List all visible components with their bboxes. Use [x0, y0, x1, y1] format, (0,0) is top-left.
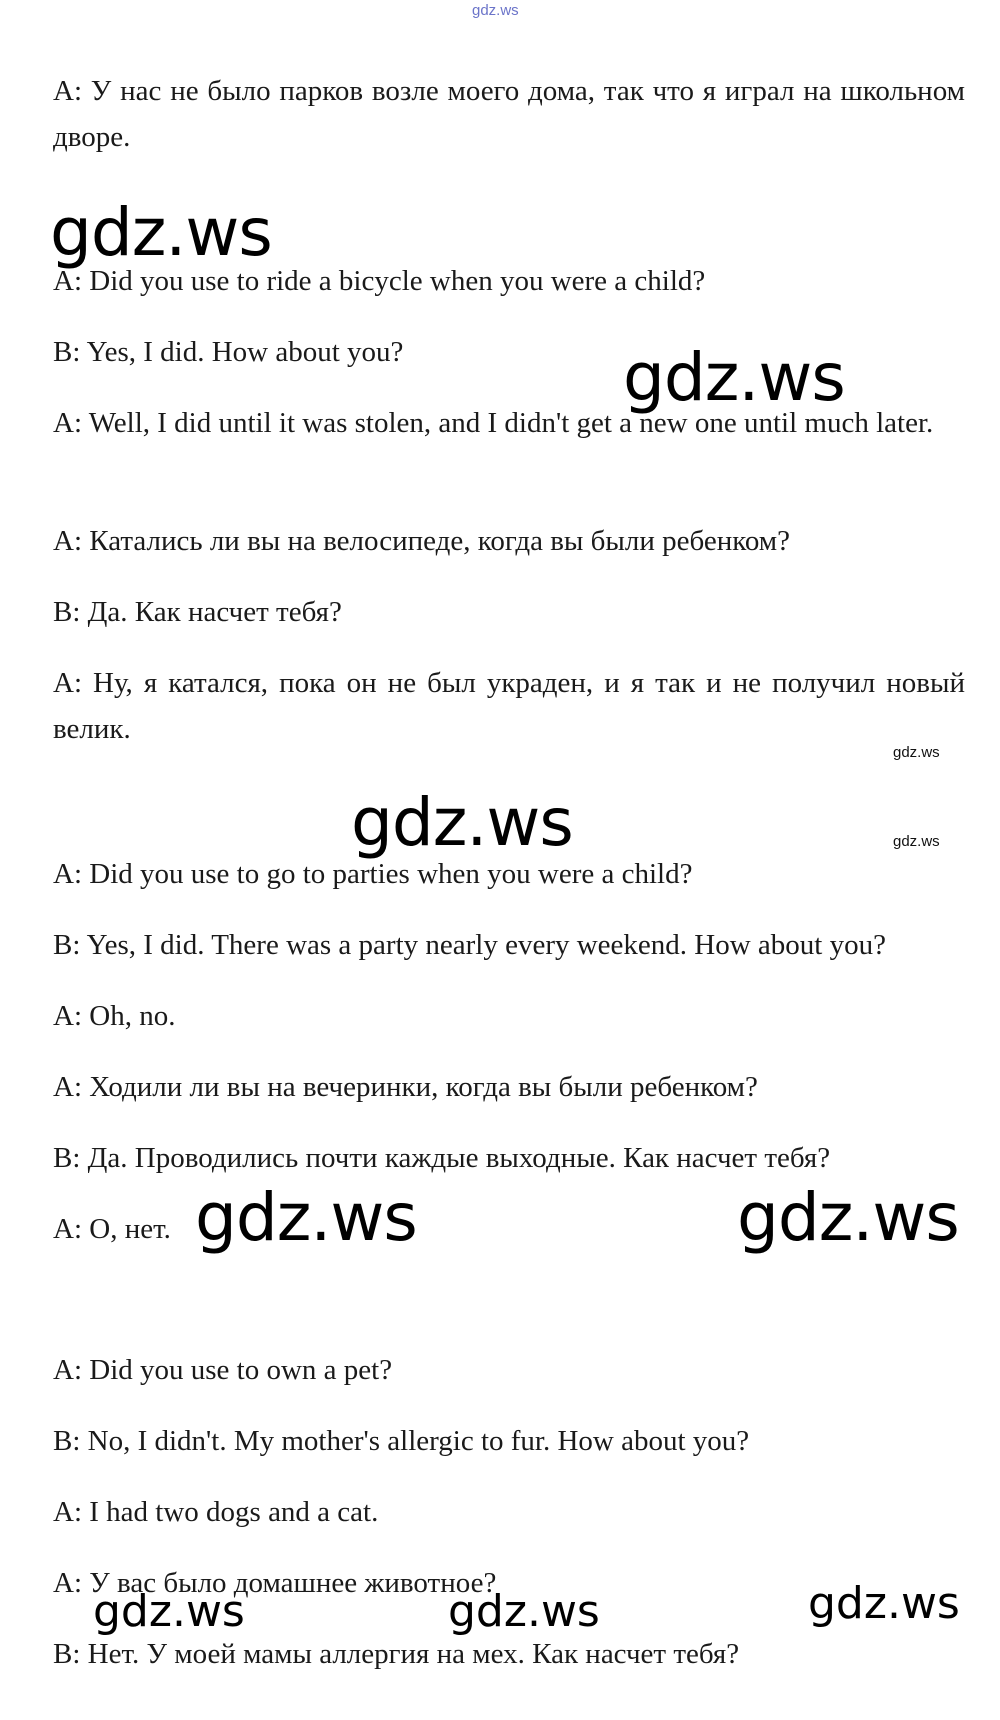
dialogue-line: B: No, I didn't. My mother's allergic to fur. How about you? [53, 1425, 750, 1457]
dialogue-line: В: Нет. У моей мамы аллергия на мех. Как насчет тебя? [53, 1638, 740, 1670]
watermark-small: gdz.ws [893, 744, 940, 761]
watermark-medium: gdz.ws [448, 1586, 600, 1637]
watermark-small: gdz.ws [893, 833, 940, 850]
dialogue-line: А: У вас было домашнее животное? [53, 1567, 497, 1599]
dialogue-line: А: Ну, я катался, пока он не был украден, и я так и не получил новый велик. [53, 667, 965, 745]
dialogue-line: В: Да. Как насчет тебя? [53, 596, 342, 628]
watermark-top: gdz.ws [472, 2, 519, 19]
dialogue-line: A: Well, I did until it was stolen, and I didn't get a new one until much later. [53, 407, 934, 439]
dialogue-line: A: Oh, no. [53, 1000, 176, 1032]
dialogue-line: A: Did you use to go to parties when you were a child? [53, 858, 693, 890]
dialogue-line: В: Да. Проводились почти каждые выходные. Как насчет тебя? [53, 1142, 831, 1174]
dialogue-line: А: Ходили ли вы на вечеринки, когда вы были ребенком? [53, 1071, 758, 1103]
dialogue-line: A: Did you use to own a pet? [53, 1354, 393, 1386]
watermark-medium: gdz.ws [808, 1578, 960, 1629]
watermark-large: gdz.ws [623, 339, 845, 416]
watermark-large: gdz.ws [50, 194, 272, 271]
watermark-large: gdz.ws [351, 784, 573, 861]
watermark-medium: gdz.ws [93, 1586, 245, 1637]
dialogue-line: А: Катались ли вы на велосипеде, когда вы были ребенком? [53, 525, 791, 557]
dialogue-line: A: I had two dogs and a cat. [53, 1496, 379, 1528]
dialogue-line: А: О, нет. [53, 1213, 171, 1245]
watermark-large: gdz.ws [195, 1179, 417, 1256]
dialogue-line: B: Yes, I did. How about you? [53, 336, 404, 368]
dialogue-line: A: Did you use to ride a bicycle when you were a child? [53, 265, 706, 297]
dialogue-line: B: Yes, I did. There was a party nearly every weekend. How about you? [53, 929, 886, 961]
dialogue-line: А: У нас не было парков возле моего дома, так что я играл на школьном дворе. [53, 75, 965, 153]
watermark-large: gdz.ws [737, 1179, 959, 1256]
